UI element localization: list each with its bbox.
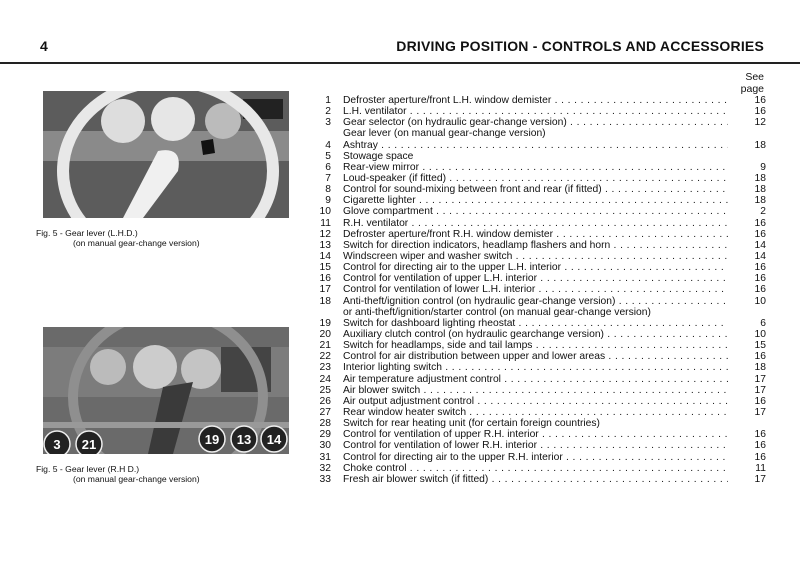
item-description: Glove compartment . . .	[343, 206, 728, 217]
item-number: 14	[319, 250, 331, 262]
item-number: 6	[325, 161, 331, 173]
svg-text:21: 21	[81, 437, 97, 452]
item-description: Stowage space	[343, 150, 414, 162]
item-description: Air temperature adjustment control . . .	[343, 374, 728, 385]
list-item	[318, 95, 766, 106]
item-page: 10	[754, 328, 766, 340]
item-description: Air blower switch . . .	[343, 385, 728, 396]
item-page: 17	[754, 384, 766, 396]
list-item	[318, 229, 766, 240]
see-page-header	[741, 71, 764, 95]
list-item	[318, 307, 766, 318]
svg-text:13: 13	[236, 432, 252, 447]
item-page: 2	[760, 206, 766, 218]
item-description: Gear selector (on hydraulic gear-change version) . . .	[343, 117, 728, 128]
item-description: Choke control . . .	[343, 463, 728, 474]
item-page: 16	[754, 262, 766, 274]
item-number	[318, 128, 331, 139]
item-description: Auxiliary clutch control (on hydraulic gearchange version) . . .	[343, 329, 728, 340]
caption-line: Fig. 5 - Gear lever (L.H.D.)	[36, 228, 138, 238]
item-page: 16	[754, 440, 766, 452]
page-label: page	[740, 83, 764, 95]
item-page: 16	[754, 217, 766, 229]
item-number: 23	[319, 362, 331, 374]
list-item	[318, 128, 766, 139]
svg-text:14: 14	[266, 432, 282, 447]
item-number: 20	[319, 328, 331, 340]
item-page: 17	[754, 406, 766, 418]
item-page: 16	[754, 351, 766, 363]
item-number: 31	[319, 451, 331, 463]
item-description: Control for directing air to the upper R.H. interior . . .	[343, 452, 728, 463]
caption-line: Fig. 5 - Gear lever (R.H D.)	[36, 464, 140, 474]
list-item	[318, 162, 766, 173]
item-description: Windscreen wiper and washer switch . . .	[343, 251, 728, 262]
item-page: 16	[754, 429, 766, 441]
item-description: Switch for rear heating unit (for certain foreign countries)	[343, 418, 600, 430]
item-page: 18	[754, 139, 766, 151]
list-item	[318, 284, 766, 295]
item-number: 22	[319, 351, 331, 363]
list-item	[318, 318, 766, 329]
list-item	[318, 296, 766, 307]
item-description: Switch for direction indicators, headlamp flashers and horn . . .	[343, 240, 728, 251]
item-description: Control for ventilation of lower L.H. interior . . .	[343, 284, 728, 295]
item-number: 10	[319, 206, 331, 218]
list-item	[318, 329, 766, 340]
list-item	[318, 374, 766, 385]
item-number: 28	[319, 418, 331, 430]
list-item	[318, 340, 766, 351]
list-item	[318, 407, 766, 418]
list-item	[318, 240, 766, 251]
item-description: Control for sound-mixing between front and rear (if fitted) . . .	[343, 184, 728, 195]
item-number: 27	[319, 406, 331, 418]
item-number: 7	[325, 172, 331, 184]
dashboard-photo-lhd	[43, 91, 289, 218]
controls-list	[318, 95, 766, 485]
item-page: 6	[760, 317, 766, 329]
item-number: 9	[325, 195, 331, 207]
item-description: Fresh air blower switch (if fitted) . . .	[343, 474, 728, 485]
item-number: 3	[325, 117, 331, 129]
item-number: 16	[319, 273, 331, 285]
item-number: 13	[319, 239, 331, 251]
item-description: Control for ventilation of upper L.H. interior . . .	[343, 273, 728, 284]
list-item	[318, 251, 766, 262]
callout-3	[44, 431, 70, 454]
list-item	[318, 173, 766, 184]
item-number: 4	[325, 139, 331, 151]
item-description: Gear lever (on manual gear-change version)	[343, 128, 546, 140]
item-description: R.H. ventilator . . .	[343, 218, 728, 229]
item-number: 5	[325, 150, 331, 162]
list-item	[318, 206, 766, 217]
callout-21	[76, 431, 102, 454]
item-page: 16	[754, 395, 766, 407]
item-description: Control for ventilation of lower R.H. interior . . .	[343, 440, 728, 451]
list-item	[318, 474, 766, 485]
item-description: Interior lighting switch . . .	[343, 362, 728, 373]
item-number: 33	[319, 473, 331, 485]
item-description: Switch for dashboard lighting rheostat . . .	[343, 318, 728, 329]
item-description: Rear-view mirror . . .	[343, 162, 728, 173]
item-number: 18	[319, 295, 331, 307]
item-page: 18	[754, 195, 766, 207]
item-number: 26	[319, 395, 331, 407]
item-page: 16	[754, 273, 766, 285]
list-item	[318, 184, 766, 195]
item-description: Defroster aperture/front R.H. window demister . . .	[343, 229, 728, 240]
callout-13	[231, 426, 257, 452]
item-description: Control for air distribution between upper and lower areas . . .	[343, 351, 728, 362]
list-item	[318, 429, 766, 440]
page-title: DRIVING POSITION - CONTROLS AND ACCESSORIES	[396, 38, 764, 54]
item-number: 11	[320, 217, 331, 229]
dashboard-photo-rhd	[43, 327, 289, 454]
figure-caption-lhd	[36, 228, 200, 248]
item-description: Control for ventilation of upper R.H. interior . . .	[343, 429, 728, 440]
callout-14	[261, 426, 287, 452]
item-page	[728, 151, 766, 162]
item-page: 17	[754, 473, 766, 485]
item-page: 9	[760, 161, 766, 173]
list-item	[318, 351, 766, 362]
item-number: 30	[319, 440, 331, 452]
list-item	[318, 151, 766, 162]
list-item	[318, 452, 766, 463]
figure-caption-rhd	[36, 464, 200, 484]
item-description: Rear window heater switch . . .	[343, 407, 728, 418]
item-page: 17	[754, 373, 766, 385]
item-number: 17	[319, 284, 331, 296]
item-number: 32	[319, 462, 331, 474]
list-item	[318, 273, 766, 284]
item-page: 16	[754, 228, 766, 240]
item-number	[318, 307, 331, 318]
item-number: 24	[319, 373, 331, 385]
item-page: 15	[754, 340, 766, 352]
item-description: Air output adjustment control . . .	[343, 396, 728, 407]
item-number: 12	[319, 228, 331, 240]
caption-line: (on manual gear-change version)	[73, 238, 200, 248]
see-label: See	[745, 71, 764, 83]
item-page: 18	[754, 184, 766, 196]
svg-text:19: 19	[204, 432, 220, 447]
item-page: 12	[754, 117, 766, 129]
item-description: L.H. ventilator . . .	[343, 106, 728, 117]
item-description: Loud-speaker (if fitted) . . .	[343, 173, 728, 184]
list-item	[318, 262, 766, 273]
item-description: Defroster aperture/front L.H. window demister . . .	[343, 95, 728, 106]
item-page	[728, 307, 766, 318]
list-item	[318, 385, 766, 396]
list-item	[318, 463, 766, 474]
item-description: Ashtray . . .	[343, 140, 728, 151]
item-number: 8	[325, 184, 331, 196]
item-page: 11	[755, 462, 766, 474]
item-page: 16	[754, 284, 766, 296]
list-item	[318, 195, 766, 206]
list-item	[318, 440, 766, 451]
item-page	[728, 128, 766, 139]
item-description: Cigarette lighter . . .	[343, 195, 728, 206]
caption-line: (on manual gear-change version)	[73, 474, 200, 484]
list-item	[318, 418, 766, 429]
list-item	[318, 117, 766, 128]
item-page: 18	[754, 172, 766, 184]
item-description: Control for directing air to the upper L.H. interior . . .	[343, 262, 728, 273]
item-page: 16	[754, 95, 766, 106]
item-number: 29	[319, 429, 331, 441]
item-number: 19	[319, 317, 331, 329]
item-page: 16	[754, 451, 766, 463]
item-page: 16	[754, 106, 766, 118]
item-number: 25	[319, 384, 331, 396]
item-page: 14	[754, 250, 766, 262]
list-item	[318, 362, 766, 373]
item-description: Switch for headlamps, side and tail lamps . . .	[343, 340, 728, 351]
item-number: 21	[319, 340, 331, 352]
callout-19	[199, 426, 225, 452]
header-rule	[0, 62, 800, 64]
item-page: 18	[754, 362, 766, 374]
item-description: Anti-theft/ignition control (on hydraulic gear-change version) . . .	[343, 296, 728, 307]
item-page: 14	[754, 239, 766, 251]
list-item	[318, 218, 766, 229]
svg-text:3: 3	[53, 437, 61, 452]
list-item	[318, 396, 766, 407]
list-item	[318, 140, 766, 151]
item-number: 1	[325, 95, 331, 106]
item-number: 2	[325, 106, 331, 118]
list-item	[318, 106, 766, 117]
item-page: 10	[754, 295, 766, 307]
item-number: 15	[319, 262, 331, 274]
page-number: 4	[40, 38, 48, 54]
item-page	[728, 418, 766, 429]
item-description: or anti-theft/ignition/starter control (on manual gear-change version)	[343, 306, 651, 318]
